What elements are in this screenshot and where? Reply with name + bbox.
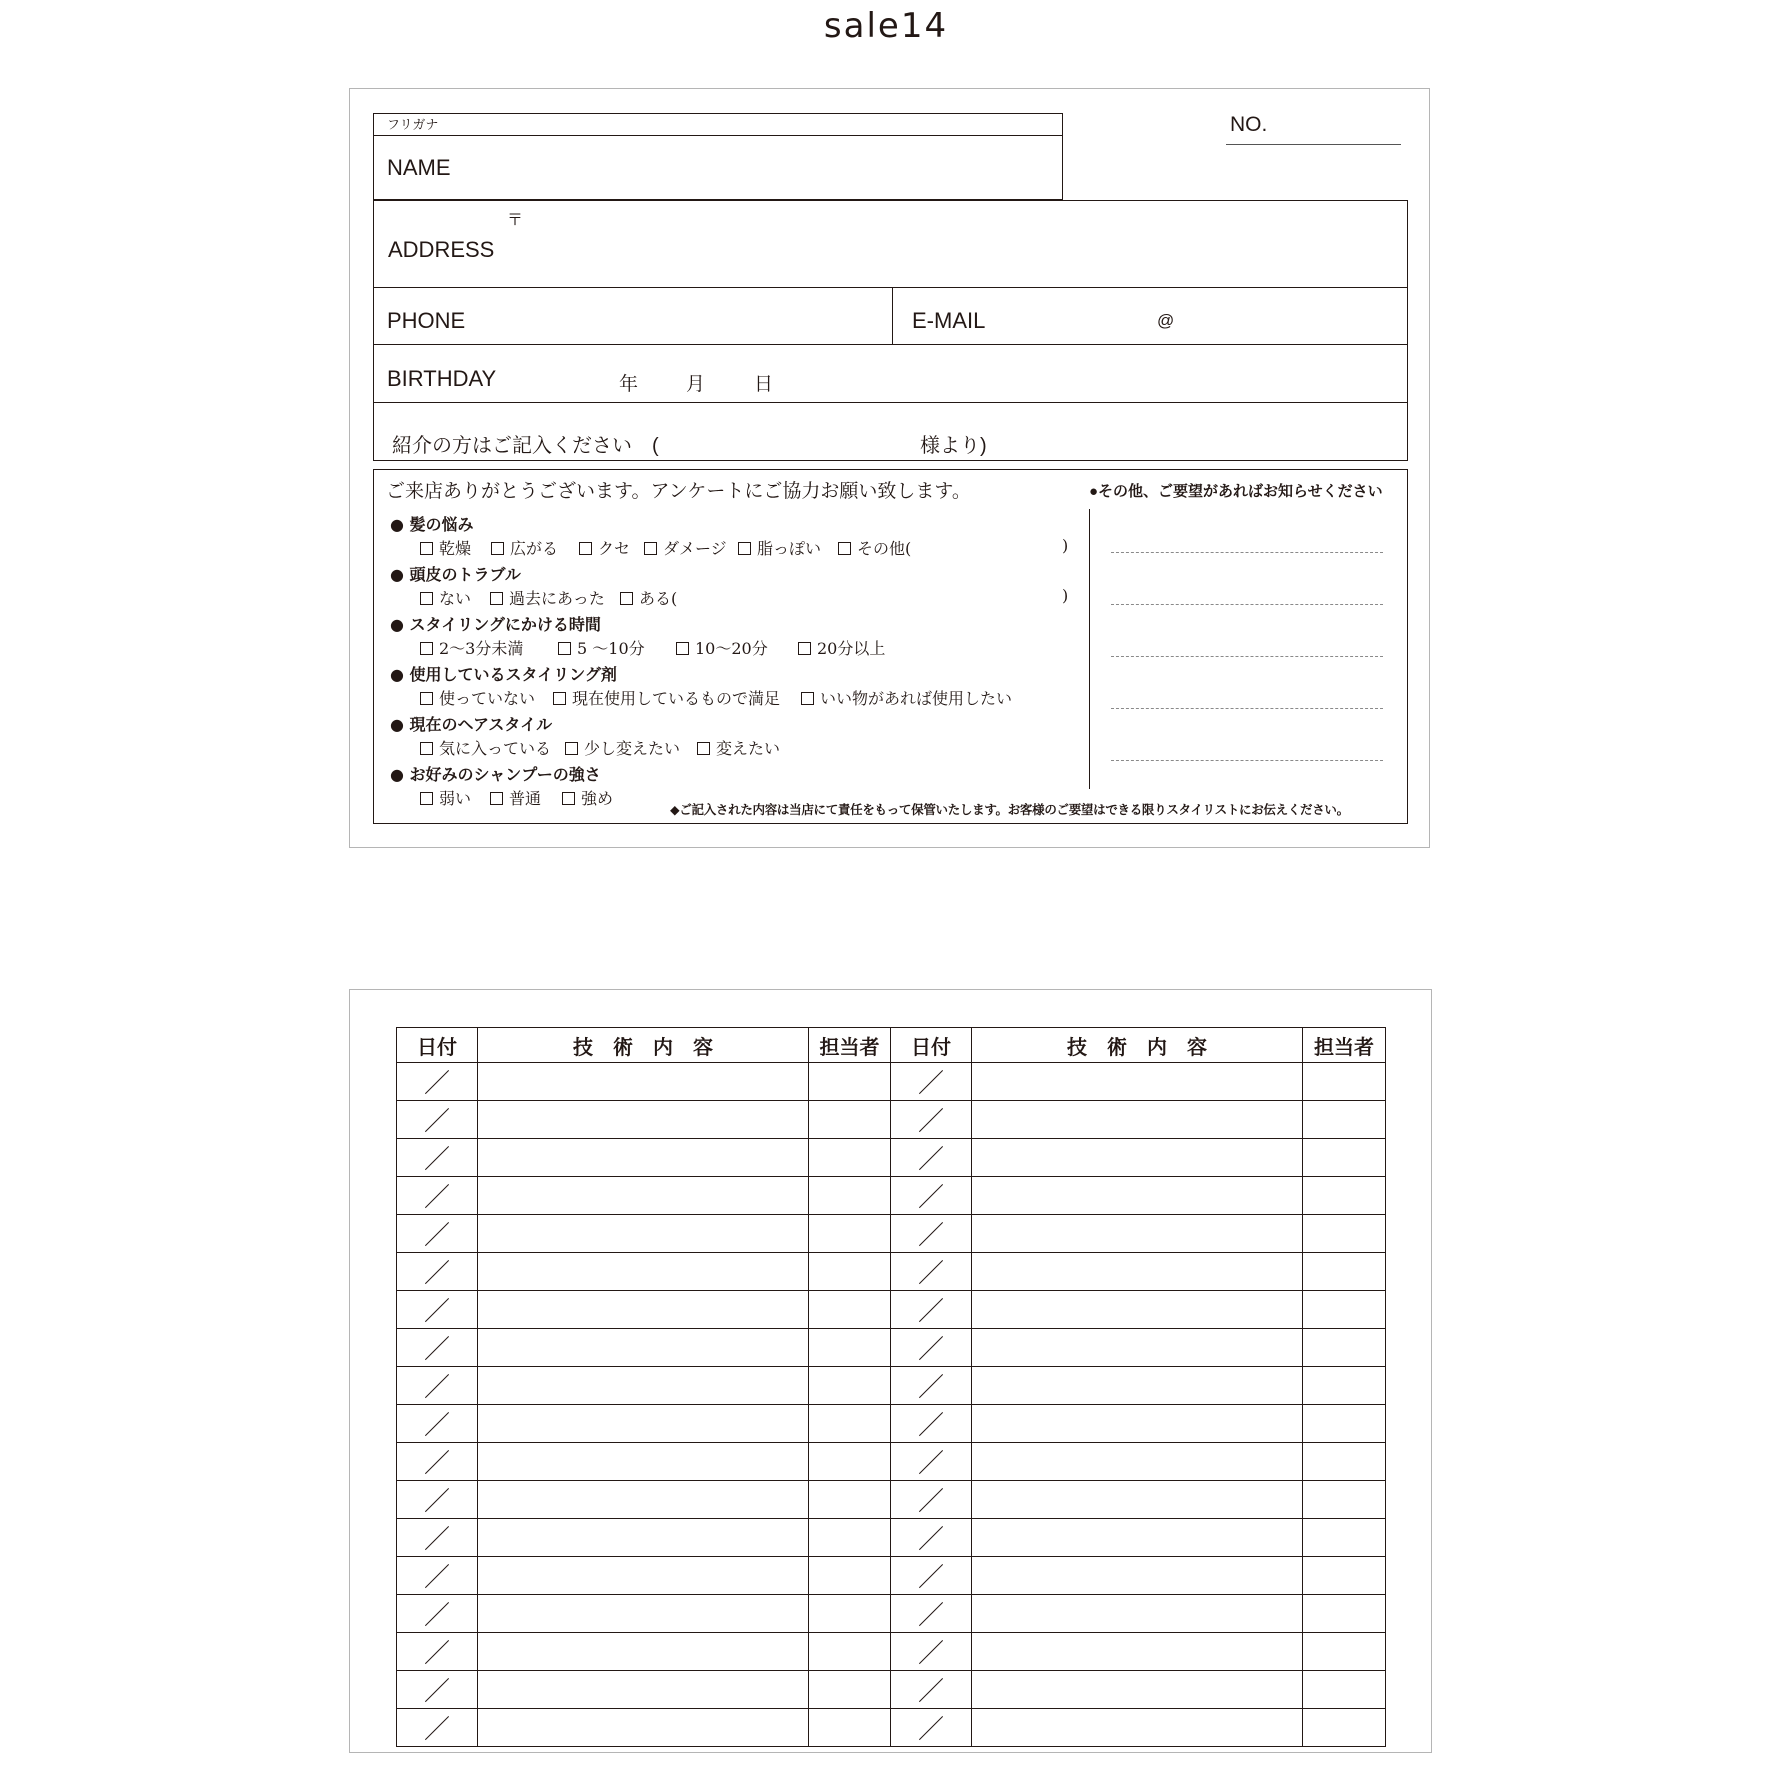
contact-info-box	[373, 200, 1408, 461]
date-cell[interactable]	[397, 1253, 478, 1291]
request-line[interactable]	[1111, 604, 1383, 605]
date-slash: ／	[423, 1525, 450, 1555]
date-slash: ／	[423, 1259, 450, 1289]
treatment-cell[interactable]	[478, 1329, 809, 1367]
date-slash: ／	[917, 1145, 944, 1175]
address-label: ADDRESS	[388, 237, 495, 262]
table-row	[397, 1139, 1386, 1177]
staff-cell[interactable]	[1303, 1329, 1386, 1367]
date-cell[interactable]	[891, 1633, 972, 1671]
staff-cell[interactable]	[809, 1405, 891, 1443]
checkbox-icon[interactable]	[620, 592, 633, 605]
table-row	[397, 1557, 1386, 1595]
date-cell[interactable]	[397, 1519, 478, 1557]
checkbox-icon[interactable]	[697, 742, 710, 755]
option-checkbox[interactable]: 弱い	[420, 786, 471, 809]
date-cell[interactable]	[891, 1329, 972, 1367]
date-cell[interactable]	[397, 1177, 478, 1215]
date-cell[interactable]	[397, 1329, 478, 1367]
date-cell[interactable]	[397, 1633, 478, 1671]
staff-cell[interactable]	[1303, 1633, 1386, 1671]
request-line[interactable]	[1111, 656, 1383, 657]
date-cell[interactable]	[397, 1671, 478, 1709]
other-requests-title: ●その他、ご要望があればお知らせください	[1089, 483, 1383, 500]
staff-cell[interactable]	[809, 1367, 891, 1405]
date-slash: ／	[423, 1183, 450, 1213]
option-checkbox[interactable]: ない	[420, 586, 471, 609]
postal-mark: 〒	[507, 210, 524, 229]
table-row	[397, 1329, 1386, 1367]
option-checkbox[interactable]: クセ	[579, 536, 630, 559]
treatment-cell[interactable]	[478, 1671, 809, 1709]
date-cell[interactable]	[397, 1063, 478, 1101]
treatment-cell[interactable]	[478, 1367, 809, 1405]
treatment-cell[interactable]	[478, 1519, 809, 1557]
treatment-cell[interactable]	[972, 1177, 1303, 1215]
table-row	[397, 1405, 1386, 1443]
treatment-cell[interactable]	[972, 1519, 1303, 1557]
option-checkbox[interactable]: 脂っぽい	[738, 536, 821, 559]
staff-cell[interactable]	[1303, 1291, 1386, 1329]
date-slash: ／	[423, 1715, 450, 1745]
staff-cell[interactable]	[809, 1557, 891, 1595]
option-checkbox[interactable]: 過去にあった	[490, 586, 605, 609]
birthday-day: 日	[754, 374, 774, 395]
checkbox-icon[interactable]	[644, 542, 657, 555]
date-slash: ／	[423, 1677, 450, 1707]
close-paren: )	[1062, 586, 1069, 605]
checkbox-icon[interactable]	[420, 692, 433, 705]
treatment-cell[interactable]	[972, 1291, 1303, 1329]
date-cell[interactable]	[891, 1557, 972, 1595]
privacy-note: ◆ご記入された内容は当店にて責任をもって保管いたします。お客様のご要望はできる限りスタイリストにお伝えください。	[670, 802, 1349, 817]
survey-intro: ご来店ありがとうございます。アンケートにご協力お願い致します。	[386, 481, 971, 502]
treatment-cell[interactable]	[972, 1671, 1303, 1709]
staff-cell[interactable]	[1303, 1101, 1386, 1139]
staff-cell[interactable]	[1303, 1557, 1386, 1595]
staff-cell[interactable]	[809, 1139, 891, 1177]
option-checkbox[interactable]: いい物があれば使用したい	[801, 686, 1012, 709]
treatment-cell[interactable]	[972, 1063, 1303, 1101]
date-slash: ／	[917, 1563, 944, 1593]
treatment-cell[interactable]	[478, 1405, 809, 1443]
question-styling-time: ● スタイリングにかける時間	[390, 615, 601, 634]
date-cell[interactable]	[397, 1405, 478, 1443]
date-header: 日付	[397, 1028, 478, 1063]
option-checkbox[interactable]: ある(	[620, 586, 677, 609]
treatment-cell[interactable]	[478, 1063, 809, 1101]
option-checkbox[interactable]: その他(	[838, 536, 911, 559]
date-cell[interactable]	[397, 1101, 478, 1139]
staff-cell[interactable]	[1303, 1215, 1386, 1253]
option-checkbox[interactable]: 普通	[490, 786, 541, 809]
date-cell[interactable]	[397, 1709, 478, 1747]
date-slash: ／	[423, 1107, 450, 1137]
question-current-hairstyle: ● 現在のヘアスタイル	[390, 715, 553, 734]
date-slash: ／	[917, 1639, 944, 1669]
option-checkbox[interactable]: 広がる	[491, 536, 558, 559]
table-row	[397, 1595, 1386, 1633]
date-slash: ／	[917, 1449, 944, 1479]
treatment-cell[interactable]	[478, 1139, 809, 1177]
treatment-cell[interactable]	[972, 1139, 1303, 1177]
checkbox-icon[interactable]	[420, 542, 433, 555]
page-title: sale14	[823, 6, 949, 46]
treatment-cell[interactable]	[478, 1253, 809, 1291]
staff-cell[interactable]	[809, 1063, 891, 1101]
option-checkbox[interactable]: 乾燥	[420, 536, 471, 559]
referral-label: 紹介の方はご記入ください (	[392, 435, 659, 457]
table-row	[397, 1063, 1386, 1101]
date-slash: ／	[423, 1487, 450, 1517]
treatment-cell[interactable]	[972, 1709, 1303, 1747]
option-checkbox[interactable]: 強め	[562, 786, 613, 809]
treatment-cell[interactable]	[972, 1405, 1303, 1443]
checkbox-icon[interactable]	[798, 642, 811, 655]
date-cell[interactable]	[891, 1291, 972, 1329]
staff-cell[interactable]	[1303, 1481, 1386, 1519]
treatment-cell[interactable]	[478, 1709, 809, 1747]
date-cell[interactable]	[891, 1177, 972, 1215]
treatment-header: 技 術 内 容	[478, 1028, 809, 1063]
staff-header: 担当者	[809, 1028, 891, 1063]
treatment-cell[interactable]	[478, 1177, 809, 1215]
option-checkbox[interactable]: 使っていない	[420, 686, 535, 709]
date-slash: ／	[423, 1563, 450, 1593]
option-checkbox[interactable]: 気に入っている	[420, 736, 551, 759]
treatment-record-table	[396, 1027, 1386, 1747]
treatment-cell[interactable]	[972, 1215, 1303, 1253]
date-slash: ／	[917, 1183, 944, 1213]
staff-cell[interactable]	[809, 1329, 891, 1367]
date-slash: ／	[917, 1373, 944, 1403]
birthday-month: 月	[686, 374, 706, 395]
treatment-cell[interactable]	[478, 1557, 809, 1595]
treatment-cell[interactable]	[972, 1329, 1303, 1367]
request-line[interactable]	[1111, 760, 1383, 761]
date-slash: ／	[917, 1411, 944, 1441]
treatment-cell[interactable]	[972, 1253, 1303, 1291]
date-slash: ／	[423, 1411, 450, 1441]
staff-cell[interactable]	[1303, 1063, 1386, 1101]
table-row	[397, 1633, 1386, 1671]
staff-cell[interactable]	[1303, 1405, 1386, 1443]
staff-cell[interactable]	[1303, 1709, 1386, 1747]
date-slash: ／	[917, 1601, 944, 1631]
date-cell[interactable]	[891, 1367, 972, 1405]
date-slash: ／	[423, 1601, 450, 1631]
date-cell[interactable]	[397, 1139, 478, 1177]
date-slash: ／	[423, 1297, 450, 1327]
date-cell[interactable]	[891, 1063, 972, 1101]
checkbox-icon[interactable]	[738, 542, 751, 555]
date-slash: ／	[917, 1715, 944, 1745]
date-cell[interactable]	[397, 1481, 478, 1519]
treatment-cell[interactable]	[972, 1557, 1303, 1595]
date-cell[interactable]	[397, 1367, 478, 1405]
checkbox-icon[interactable]	[420, 642, 433, 655]
date-slash: ／	[917, 1221, 944, 1251]
treatment-cell[interactable]	[478, 1633, 809, 1671]
treatment-cell[interactable]	[972, 1481, 1303, 1519]
date-cell[interactable]	[891, 1215, 972, 1253]
question-shampoo-strength: ● お好みのシャンプーの強さ	[390, 765, 601, 784]
date-slash: ／	[917, 1259, 944, 1289]
treatment-cell[interactable]	[972, 1633, 1303, 1671]
staff-cell[interactable]	[809, 1633, 891, 1671]
staff-cell[interactable]	[809, 1177, 891, 1215]
date-cell[interactable]	[397, 1443, 478, 1481]
date-cell[interactable]	[891, 1253, 972, 1291]
option-checkbox[interactable]: 10〜20分	[676, 636, 768, 659]
table-row	[397, 1291, 1386, 1329]
staff-cell[interactable]	[1303, 1671, 1386, 1709]
staff-cell[interactable]	[809, 1443, 891, 1481]
table-row	[397, 1215, 1386, 1253]
checkbox-icon[interactable]	[491, 542, 504, 555]
date-cell[interactable]	[397, 1291, 478, 1329]
staff-cell[interactable]	[809, 1519, 891, 1557]
option-checkbox[interactable]: ダメージ	[644, 536, 727, 559]
date-header: 日付	[891, 1028, 972, 1063]
checkbox-icon[interactable]	[553, 692, 566, 705]
staff-cell[interactable]	[1303, 1139, 1386, 1177]
birthday-year: 年	[619, 374, 639, 395]
staff-cell[interactable]	[809, 1671, 891, 1709]
date-cell[interactable]	[891, 1709, 972, 1747]
option-checkbox[interactable]: 2〜3分未満	[420, 636, 523, 659]
staff-cell[interactable]	[1303, 1367, 1386, 1405]
date-cell[interactable]	[891, 1101, 972, 1139]
checkbox-icon[interactable]	[420, 742, 433, 755]
treatment-cell[interactable]	[478, 1215, 809, 1253]
number-field-line[interactable]	[1226, 144, 1401, 145]
staff-cell[interactable]	[809, 1215, 891, 1253]
staff-cell[interactable]	[1303, 1253, 1386, 1291]
date-cell[interactable]	[891, 1481, 972, 1519]
close-paren: )	[1062, 536, 1069, 555]
date-slash: ／	[917, 1297, 944, 1327]
checkbox-icon[interactable]	[801, 692, 814, 705]
date-slash: ／	[423, 1335, 450, 1365]
question-hair-concerns: ● 髪の悩み	[390, 515, 474, 534]
table-row	[397, 1519, 1386, 1557]
option-checkbox[interactable]: 20分以上	[798, 636, 885, 659]
table-row	[397, 1671, 1386, 1709]
question-scalp-trouble: ● 頭皮のトラブル	[390, 565, 521, 584]
date-slash: ／	[917, 1335, 944, 1365]
table-row	[397, 1101, 1386, 1139]
date-slash: ／	[917, 1525, 944, 1555]
option-checkbox[interactable]: 5 〜10分	[558, 636, 645, 659]
table-row	[397, 1709, 1386, 1747]
treatment-cell[interactable]	[478, 1481, 809, 1519]
staff-cell[interactable]	[809, 1481, 891, 1519]
table-row	[397, 1177, 1386, 1215]
checkbox-icon[interactable]	[676, 642, 689, 655]
staff-cell[interactable]	[1303, 1177, 1386, 1215]
staff-cell[interactable]	[809, 1291, 891, 1329]
name-label: NAME	[387, 155, 451, 180]
treatment-cell[interactable]	[972, 1595, 1303, 1633]
table-row	[397, 1253, 1386, 1291]
option-checkbox[interactable]: 少し変えたい	[565, 736, 680, 759]
option-checkbox[interactable]: 変えたい	[697, 736, 780, 759]
at-mark: @	[1157, 311, 1175, 330]
treatment-header: 技 術 内 容	[972, 1028, 1303, 1063]
date-cell[interactable]	[891, 1139, 972, 1177]
checkbox-icon[interactable]	[420, 592, 433, 605]
checkbox-icon[interactable]	[562, 792, 575, 805]
checkbox-icon[interactable]	[558, 642, 571, 655]
date-cell[interactable]	[397, 1215, 478, 1253]
date-slash: ／	[917, 1677, 944, 1707]
date-slash: ／	[917, 1107, 944, 1137]
treatment-cell[interactable]	[478, 1291, 809, 1329]
staff-cell[interactable]	[809, 1101, 891, 1139]
name-box[interactable]	[373, 113, 1063, 200]
staff-header: 担当者	[1303, 1028, 1386, 1063]
referral-suffix: 様より)	[920, 435, 987, 457]
checkbox-icon[interactable]	[490, 792, 503, 805]
option-checkbox[interactable]: 現在使用しているもので満足	[553, 686, 780, 709]
date-cell[interactable]	[891, 1405, 972, 1443]
checkbox-icon[interactable]	[838, 542, 851, 555]
email-label: E-MAIL	[912, 308, 986, 333]
staff-cell[interactable]	[1303, 1443, 1386, 1481]
table-row	[397, 1443, 1386, 1481]
date-cell[interactable]	[397, 1557, 478, 1595]
checkbox-icon[interactable]	[579, 542, 592, 555]
staff-cell[interactable]	[809, 1253, 891, 1291]
date-cell[interactable]	[891, 1595, 972, 1633]
date-slash: ／	[423, 1145, 450, 1175]
staff-cell[interactable]	[809, 1595, 891, 1633]
request-line[interactable]	[1111, 552, 1383, 553]
treatment-cell[interactable]	[972, 1443, 1303, 1481]
checkbox-icon[interactable]	[490, 592, 503, 605]
date-slash: ／	[423, 1449, 450, 1479]
table-header-row	[397, 1028, 1386, 1063]
treatment-cell[interactable]	[972, 1367, 1303, 1405]
number-label: NO.	[1230, 113, 1268, 136]
staff-cell[interactable]	[809, 1709, 891, 1747]
date-slash: ／	[423, 1373, 450, 1403]
request-line[interactable]	[1111, 708, 1383, 709]
date-cell[interactable]	[891, 1443, 972, 1481]
staff-cell[interactable]	[1303, 1595, 1386, 1633]
date-slash: ／	[423, 1069, 450, 1099]
checkbox-icon[interactable]	[420, 792, 433, 805]
date-cell[interactable]	[891, 1671, 972, 1709]
customer-form-card	[349, 88, 1430, 848]
furigana-label: フリガナ	[387, 118, 439, 133]
date-slash: ／	[917, 1069, 944, 1099]
checkbox-icon[interactable]	[565, 742, 578, 755]
birthday-label: BIRTHDAY	[387, 366, 497, 391]
date-cell[interactable]	[891, 1519, 972, 1557]
date-cell[interactable]	[397, 1595, 478, 1633]
staff-cell[interactable]	[1303, 1519, 1386, 1557]
question-styling-products: ● 使用しているスタイリング剤	[390, 665, 617, 684]
treatment-cell[interactable]	[478, 1101, 809, 1139]
treatment-cell[interactable]	[478, 1595, 809, 1633]
date-slash: ／	[423, 1221, 450, 1251]
date-slash: ／	[423, 1639, 450, 1669]
phone-label: PHONE	[387, 308, 466, 333]
table-row	[397, 1367, 1386, 1405]
treatment-cell[interactable]	[972, 1101, 1303, 1139]
table-row	[397, 1481, 1386, 1519]
date-slash: ／	[917, 1487, 944, 1517]
treatment-cell[interactable]	[478, 1443, 809, 1481]
